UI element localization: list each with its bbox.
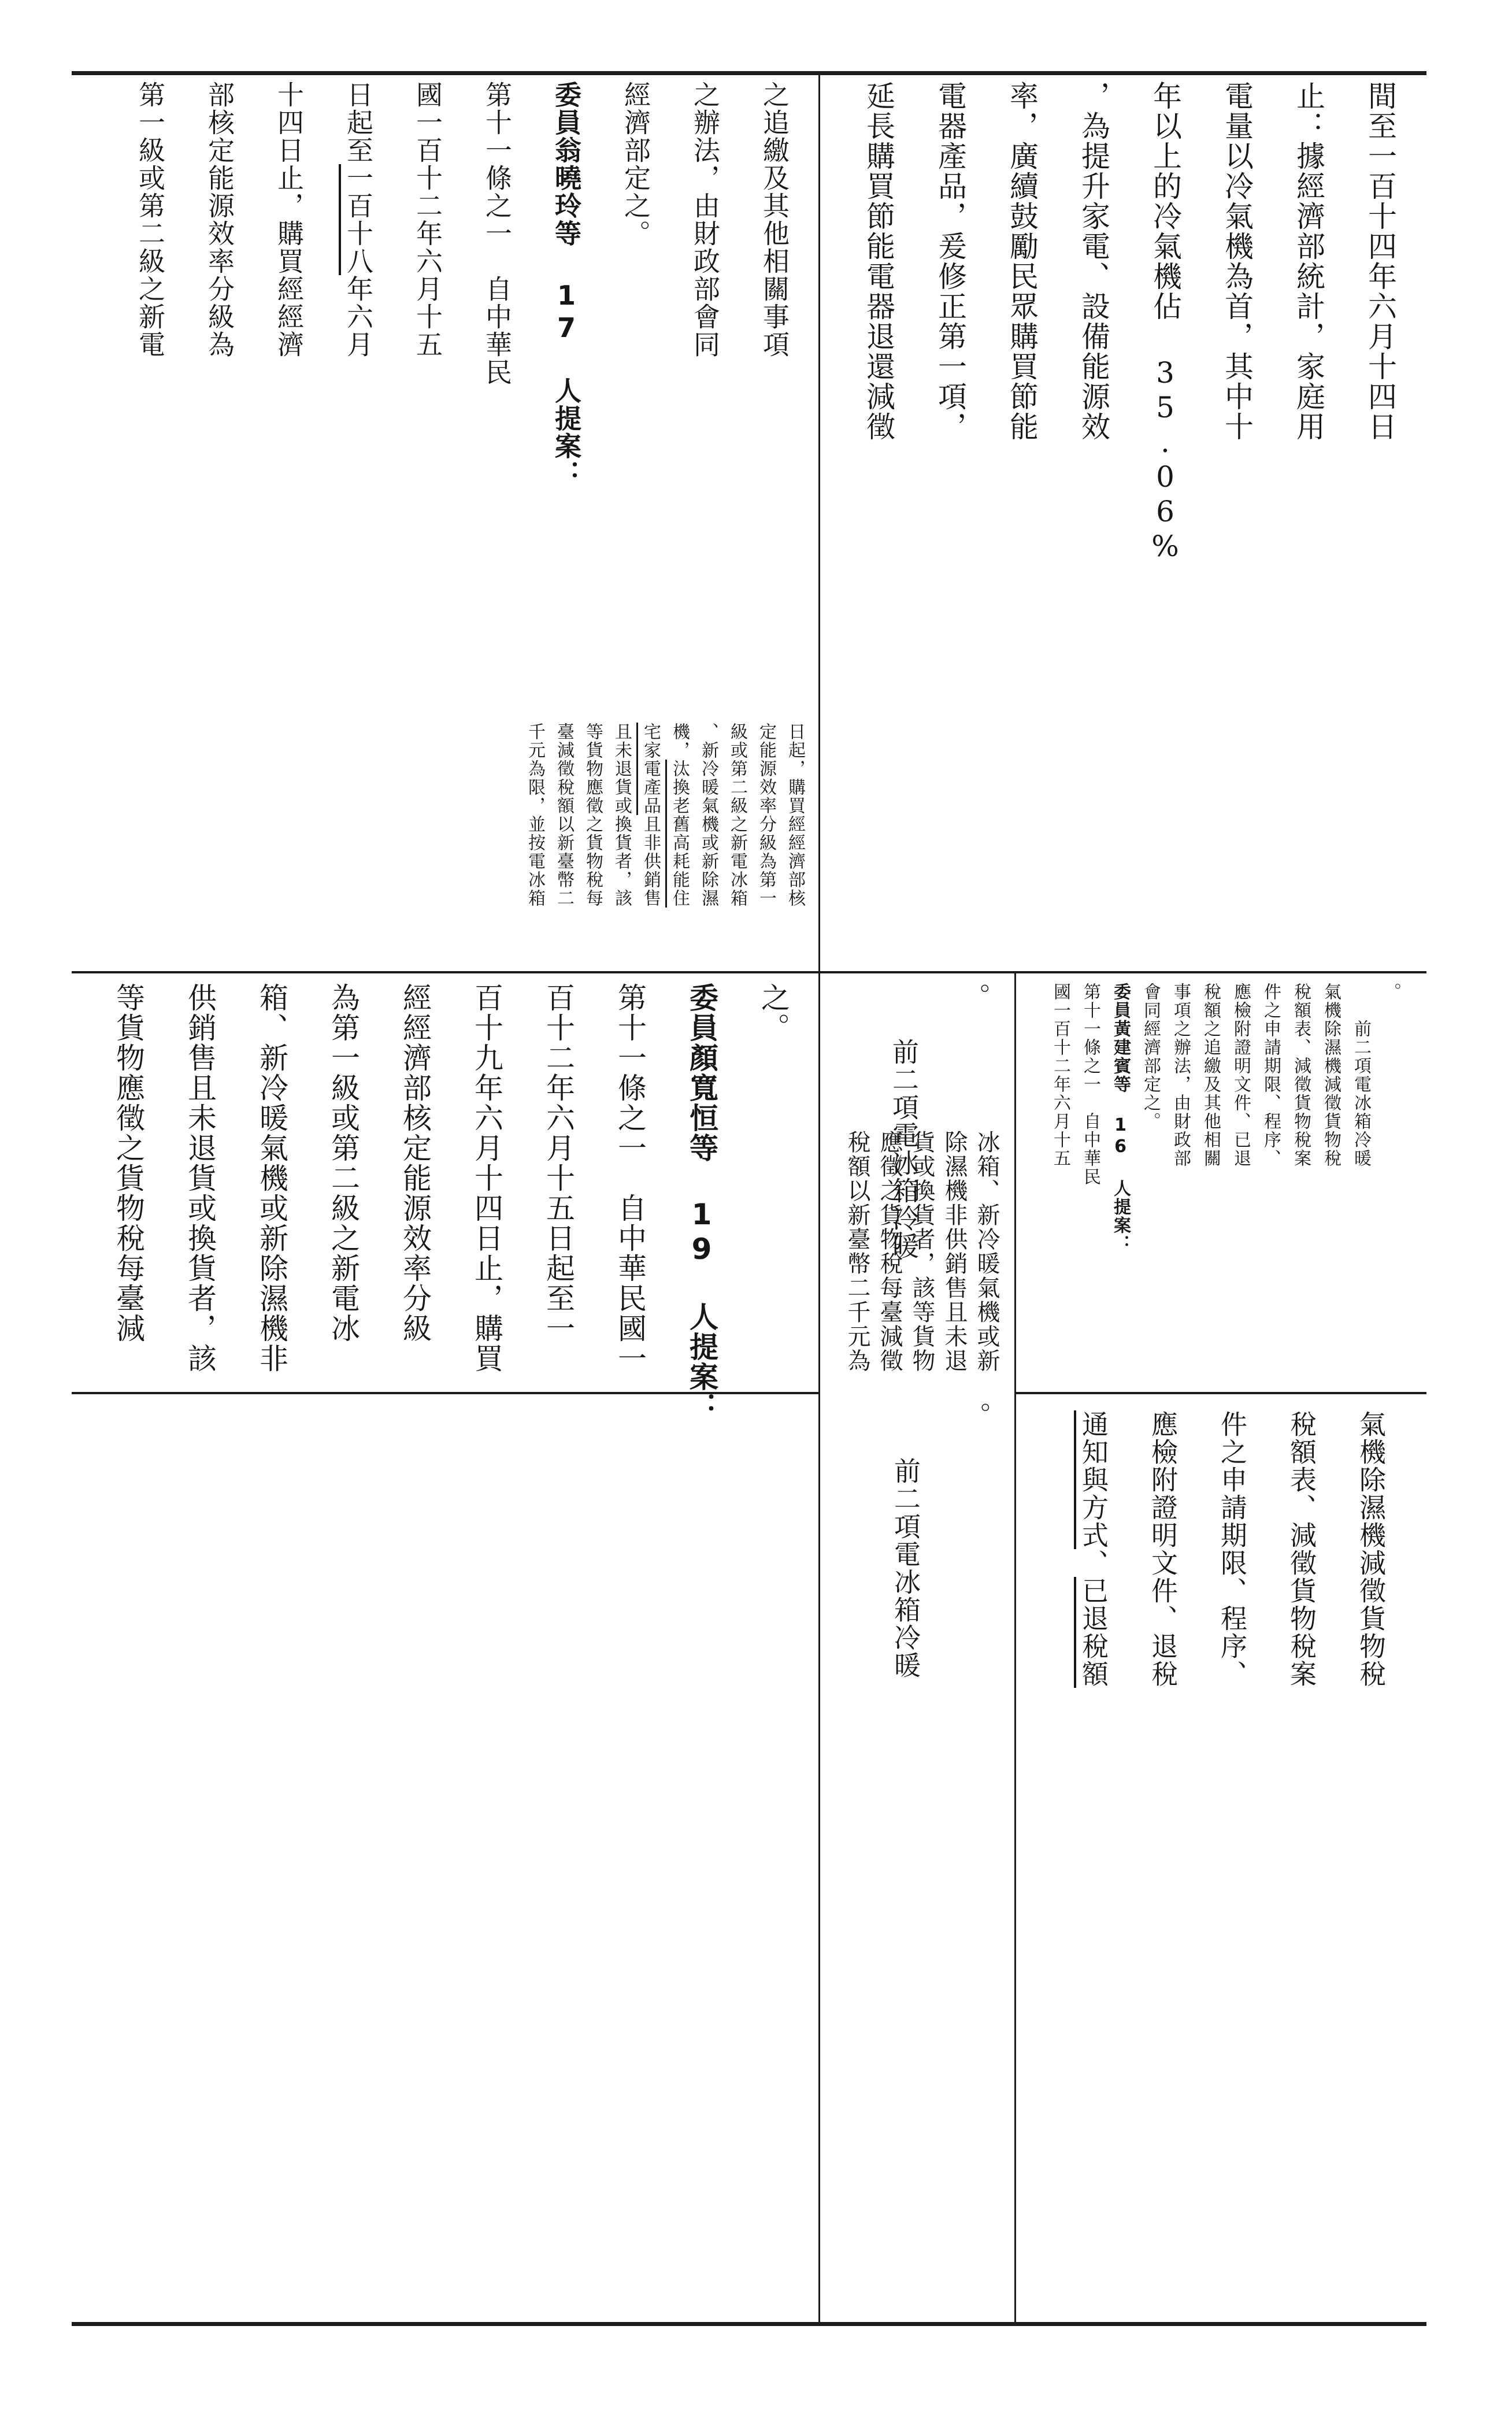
- text-line: 部核定能源效率分級為: [204, 81, 235, 358]
- text-line: 第一級或第二級之新電: [135, 81, 166, 358]
- text-line: 宅家電產品且非供銷售: [640, 723, 661, 908]
- text-line: 止：據經濟部統計，家庭用: [1292, 81, 1325, 442]
- text-line: 經經濟部核定能源效率分級: [398, 983, 432, 1343]
- text-line: 件之申請期限、程序、: [1261, 983, 1281, 1168]
- column-divider-2: [1014, 973, 1016, 2322]
- middle-rule: [72, 971, 1426, 973]
- underlined-text: 一百十八: [343, 164, 374, 275]
- lower-right-rule: [1014, 1392, 1426, 1394]
- text-line: 、新冷暖氣機或新除濕: [698, 723, 718, 908]
- text-line: 件之申請期限、程序、: [1217, 1410, 1248, 1688]
- text-line: 箱、新冷暖氣機或新除濕機非: [255, 983, 288, 1373]
- underlined-text: 已退稅額: [1078, 1577, 1109, 1688]
- underlined-text: 通知與方式: [1078, 1410, 1109, 1549]
- text-line: 經濟部定之。: [620, 81, 651, 247]
- proposal-heading: 委員黃建賓等 16 人提案：: [1110, 983, 1131, 1253]
- text-line: 第十一條之一 自中華民: [1080, 983, 1100, 1186]
- text-line: 為第一級或第二級之新電冰: [327, 983, 360, 1343]
- underlined-text: 汰換老舊高耗能住: [669, 760, 690, 908]
- text-line: 。: [961, 1402, 992, 1429]
- upper-right-text: [838, 81, 1416, 965]
- text-line: 稅額表、減徵貨物稅案: [1286, 1410, 1317, 1688]
- text-line: 通知與方式、已退稅額: [1078, 1410, 1109, 1688]
- text-line: 前二項電冰箱冷暖: [890, 1402, 921, 1679]
- text-line: 定能源效率分級為第一: [756, 723, 776, 908]
- text-line: 稅額表、減徵貨物稅案: [1291, 983, 1311, 1168]
- text-line: 貨或換貨者，該等貨物: [909, 1130, 935, 1373]
- proposal-heading: 委員顏寬恒等 19 人提案：: [685, 983, 718, 1422]
- text-line: 應徵之貨物稅每臺減徵: [876, 1130, 903, 1373]
- text-line: 。: [1381, 983, 1401, 1001]
- text-line: 延長購買節能電器退還減徵: [862, 81, 895, 442]
- text-line: 級或第二級之新電冰箱: [727, 723, 747, 908]
- text-line: 率，廣續鼓勵民眾購買節能: [1005, 81, 1039, 442]
- text-line: 應檢附證明文件、已退: [1231, 983, 1251, 1168]
- text-line: 十四日止，購買經經濟: [273, 81, 305, 358]
- text-line: 等貨物應徵之貨物稅每: [583, 723, 603, 908]
- text-line: 百十九年六月十四日止，購買: [470, 983, 503, 1373]
- text-line: ，為提升家電、設備能源效: [1077, 81, 1110, 442]
- proposal-heading: 委員翁曉玲等 17 人提案：: [551, 81, 582, 488]
- text-line: 且未退貨或換貨者，該: [612, 723, 632, 908]
- text-line: 第十一條之一 自中華民: [481, 81, 513, 386]
- text-line: 之追繳及其他相關事項: [759, 81, 790, 358]
- text-line: [838, 81, 843, 965]
- text-line: 等貨物應徵之貨物稅每臺減: [112, 983, 145, 1343]
- text-line: 會同經濟部定之。: [1140, 983, 1161, 1131]
- text-line: 之辦法，由財政部會同: [690, 81, 721, 358]
- text-line: 日起，購買經經濟部核: [785, 723, 805, 908]
- text-line: 國一百十二年六月十五: [1050, 983, 1070, 1168]
- text-line: 前二項電冰箱冷暖: [888, 983, 920, 1260]
- text-line: 國一百十二年六月十五: [412, 81, 443, 358]
- column-divider: [818, 75, 820, 2322]
- text-line: 冰箱、新冷暖氣機或新: [973, 1130, 1000, 1373]
- text-line: 應檢附證明文件、退稅: [1147, 1410, 1179, 1688]
- text-line: 電量以冷氣機為首，其中十: [1220, 81, 1254, 442]
- text-line: 千元為限，並按電冰箱: [525, 723, 545, 908]
- text-line: 之。: [757, 983, 790, 1043]
- text-line: 第十一條之一 自中華民國一: [613, 983, 647, 1373]
- text-line: 年以上的冷氣機佔 35.06%: [1148, 81, 1182, 564]
- text-line: 電器產品，爰修正第一項，: [933, 81, 967, 442]
- text-line: 日起至一百十八年六月: [343, 81, 374, 358]
- huang-rest-block: [87, 723, 809, 965]
- text-line: 除濕機非供銷售且未退: [941, 1130, 968, 1373]
- underlined-text: 宅家電產品: [640, 723, 661, 815]
- top-rule: [72, 71, 1426, 75]
- text-line: 氣機除濕機減徵貨物稅: [1321, 983, 1341, 1168]
- weng-tail-drawn-final: [835, 1130, 1003, 2315]
- text-line: 百十二年六月十五日起至一: [542, 983, 575, 1343]
- weng-proposal-text-drawn: [92, 1410, 809, 2318]
- text-line: 稅額之追繳及其他相關: [1200, 983, 1221, 1168]
- text-line: 前二項電冰箱冷暖: [1351, 983, 1371, 1168]
- text-line: 氣機除濕機減徵貨物稅: [1355, 1410, 1387, 1688]
- huang-proposal-drawn-final-block: [1024, 983, 1406, 1387]
- text-line: 臺減徵稅額以新臺幣二: [554, 723, 574, 908]
- text-line: 事項之辦法，由財政部: [1170, 983, 1191, 1168]
- text-line: 。: [960, 983, 991, 1010]
- text-line: 供銷售且未退貨或換貨者，該: [183, 983, 217, 1373]
- text-line: 間至一百十四年六月十四日: [1363, 81, 1397, 442]
- text-line: 稅額以新臺幣二千元為: [844, 1130, 870, 1373]
- bottom-rule: [72, 2322, 1426, 2326]
- text-line: 機，汰換老舊高耗能住: [669, 723, 690, 908]
- column-weng-drawn: [1024, 1410, 1406, 2318]
